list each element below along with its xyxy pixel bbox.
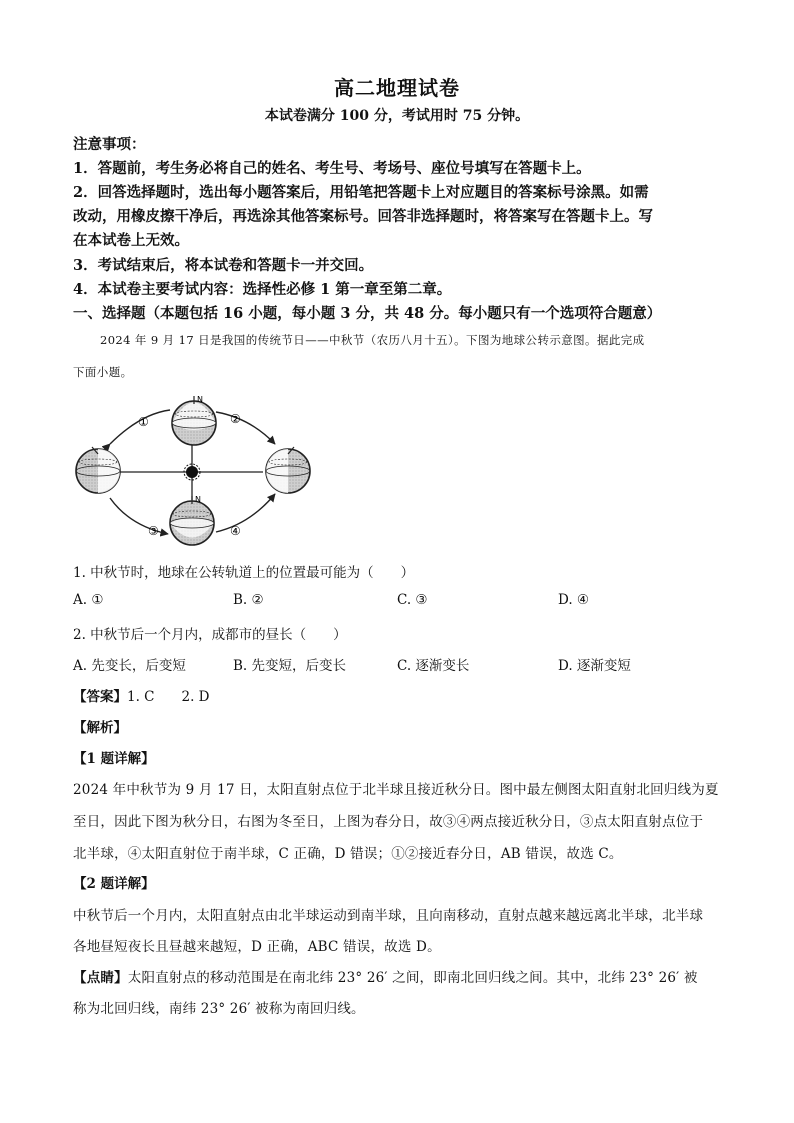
notice-heading: 注意事项： (73, 136, 146, 153)
tip-line: 太阳直射点的移动范围是在南北纬 23° 26′ 之间，即南北回归线之间。其中，北纬 23° 26′ 被 (127, 970, 698, 986)
question-1-option-b: B. ② (233, 592, 264, 608)
question-1-option-a: A. ① (73, 592, 104, 608)
question-2-option-b: B. 先变短，后变长 (233, 658, 347, 674)
detail-2-label: 【2 题详解】 (73, 876, 155, 892)
exam-subtitle: 本试卷满分 100 分，考试用时 75 分钟。 (264, 108, 530, 124)
orbit-arc (216, 412, 275, 444)
intro-line: 2024 年 9 月 17 日是我国的传统节日——中秋节（农历八月十五）。下图为地球公转示意图。据此完成 (100, 333, 645, 347)
svg-text:N: N (197, 395, 203, 404)
tip-row (73, 966, 698, 986)
notice-line: 在本试卷上无效。 (73, 232, 189, 249)
question-1-stem: 1. 中秋节时，地球在公转轨道上的位置最可能为（ ） (73, 565, 415, 581)
orbit-arc (110, 498, 168, 534)
position-label-4: ④ (230, 524, 241, 538)
question-2-stem: 2. 中秋节后一个月内，成都市的昼长（ ） (73, 627, 347, 643)
answer-text: 1. C 2. D (127, 689, 210, 705)
detail-1-label: 【1 题详解】 (73, 751, 155, 767)
detail-1-line: 2024 年中秋节为 9 月 17 日，太阳直射点位于北半球且接近秋分日。图中最左侧图太阳直射北回归线为夏 (73, 782, 719, 798)
position-label-2: ② (230, 412, 241, 426)
svg-text:N: N (195, 495, 201, 504)
page-title: 高二地理试卷 (334, 76, 460, 100)
detail-1-line: 北半球，④太阳直射位于南半球，C 正确，D 错误；①②接近春分日，AB 错误，故选 C。 (73, 846, 623, 862)
tip-line: 称为北回归线，南纬 23° 26′ 被称为南回归线。 (73, 1001, 365, 1017)
notice-line: 4．本试卷主要考试内容：选择性必修 1 第一章至第二章。 (73, 281, 452, 298)
notice-line: 2．回答选择题时，选出每小题答案后，用铅笔把答题卡上对应题目的答案标号涂黑。如需 (73, 184, 649, 201)
intro-line: 下面小题。 (73, 365, 133, 379)
earth-icon (172, 395, 216, 445)
analysis-label: 【解析】 (73, 720, 127, 736)
detail-2-line: 各地昼短夜长且昼越来越短，D 正确，ABC 错误，故选 D。 (73, 939, 441, 955)
orbit-arc (216, 494, 275, 532)
tip-label: 【点睛】 (73, 970, 128, 986)
notice-line: 改动，用橡皮擦干净后，再选涂其他答案标号。回答非选择题时，将答案写在答题卡上。写 (73, 208, 653, 225)
position-label-1: ① (138, 415, 149, 429)
orbit-diagram (70, 392, 320, 552)
earth-icon (170, 495, 214, 545)
question-2-option-c: C. 逐渐变长 (397, 658, 470, 674)
earth-icon (266, 447, 310, 493)
question-2-option-a: A. 先变长，后变短 (73, 658, 186, 674)
detail-1-line: 至日，因此下图为秋分日，右图为冬至日，上图为春分日，故③④两点接近秋分日，③点太阳直射点位于 (73, 814, 704, 830)
answer-label: 【答案】 (73, 689, 127, 705)
question-1-option-d: D. ④ (558, 592, 590, 608)
section-heading: 一、选择题（本题包括 16 小题，每小题 3 分，共 48 分。每小题只有一个选项符合题意） (73, 305, 662, 322)
sun-icon (186, 466, 198, 478)
question-1-option-c: C. ③ (397, 592, 428, 608)
position-label-3: ③ (148, 524, 159, 538)
notice-line: 1．答题前，考生务必将自己的姓名、考生号、考场号、座位号填写在答题卡上。 (73, 160, 591, 177)
answer-row (73, 685, 210, 705)
question-2-option-d: D. 逐渐变短 (558, 658, 631, 674)
notice-line: 3．考试结束后，将本试卷和答题卡一并交回。 (73, 257, 374, 274)
detail-2-line: 中秋节后一个月内，太阳直射点由北半球运动到南半球，且向南移动，直射点越来越远离北半球，北半球 (73, 908, 704, 924)
earth-icon (76, 447, 120, 493)
